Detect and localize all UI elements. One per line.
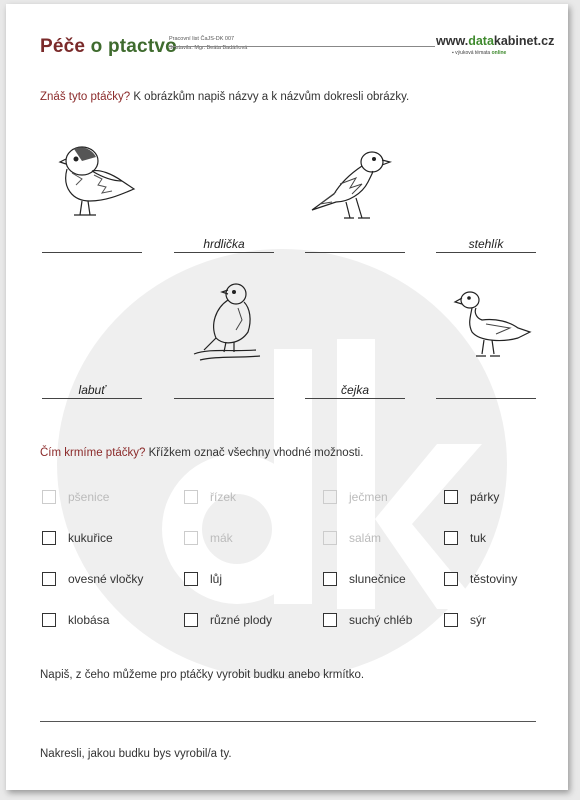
checkbox-box[interactable]	[444, 490, 458, 504]
brand-url[interactable]: www.datakabinet.cz	[436, 34, 555, 48]
option-label: salám	[349, 531, 382, 545]
option-checkbox[interactable]	[184, 531, 233, 545]
answer-line-1[interactable]	[42, 236, 142, 253]
worksheet-title: Péče o ptactvo	[40, 36, 177, 57]
header-rule	[169, 46, 435, 47]
checkbox-box[interactable]	[444, 531, 458, 545]
checkbox-box[interactable]	[42, 613, 56, 627]
option-label: řízek	[210, 490, 237, 504]
watermark-dk-logo	[42, 229, 522, 699]
option-label: kukuřice	[68, 531, 113, 545]
option-label: ovesné vločky	[68, 572, 144, 586]
option-checkbox[interactable]	[323, 531, 381, 545]
option-checkbox[interactable]	[323, 572, 406, 586]
task4-instruction: Nakresli, jakou budku bys vyrobil/a ty.	[40, 748, 232, 760]
checkbox-box[interactable]	[323, 531, 337, 545]
option-checkbox[interactable]	[444, 531, 486, 545]
option-checkbox[interactable]	[184, 490, 236, 504]
answer-line-2[interactable]: hrdlička	[174, 236, 274, 253]
task2-instruction: Čím krmíme ptáčky? Křížkem označ všechny vhodné možnosti.	[40, 447, 364, 459]
checkbox-box[interactable]	[42, 490, 56, 504]
checkbox-box[interactable]	[444, 613, 458, 627]
checkbox-box[interactable]	[42, 531, 56, 545]
task3-instruction: Napiš, z čeho můžeme pro ptáčky vyrobit budku anebo krmítko.	[40, 669, 365, 681]
checkbox-box[interactable]	[184, 531, 198, 545]
option-checkbox[interactable]	[444, 572, 517, 586]
checkbox-box[interactable]	[323, 613, 337, 627]
option-label: různé plody	[210, 613, 273, 627]
option-checkbox[interactable]	[42, 531, 113, 545]
checkbox-box[interactable]	[42, 572, 56, 586]
option-label: pšenice	[68, 490, 110, 504]
option-label: slunečnice	[349, 572, 406, 586]
answer-line-8[interactable]	[436, 382, 536, 399]
bird-sparrow-image	[306, 144, 396, 229]
checkbox-box[interactable]	[323, 490, 337, 504]
option-checkbox[interactable]	[184, 613, 272, 627]
checkbox-box[interactable]	[444, 572, 458, 586]
bird-robin-image	[186, 280, 276, 365]
answer-line-3[interactable]	[305, 236, 405, 253]
task1-instruction: Znáš tyto ptáčky? K obrázkům napiš názvy a k názvům dokresli obrázky.	[40, 91, 410, 103]
option-checkbox[interactable]	[184, 572, 222, 586]
option-checkbox[interactable]	[42, 613, 109, 627]
worksheet-meta: Pracovní list ČaJS-DK 007 Sestavila: Mgr. Beáta Badáňová	[169, 36, 248, 51]
option-label: ječmen	[349, 490, 388, 504]
answer-line-5[interactable]: labuť	[42, 382, 142, 399]
option-label: těstoviny	[470, 572, 518, 586]
option-label: sýr	[470, 613, 486, 627]
option-label: suchý chléb	[349, 613, 413, 627]
bird-tit-image	[52, 139, 142, 224]
option-label: párky	[470, 490, 500, 504]
checkbox-box[interactable]	[184, 490, 198, 504]
checkbox-box[interactable]	[323, 572, 337, 586]
option-label: tuk	[470, 531, 487, 545]
option-checkbox[interactable]	[42, 572, 143, 586]
bird-duck-image	[452, 284, 542, 369]
option-checkbox[interactable]	[444, 490, 499, 504]
option-checkbox[interactable]	[323, 490, 388, 504]
option-checkbox[interactable]	[42, 490, 109, 504]
checkbox-box[interactable]	[184, 572, 198, 586]
option-label: lůj	[210, 572, 223, 586]
brand-tagline: ▪ výuková témata online	[452, 50, 507, 56]
option-checkbox[interactable]	[323, 613, 412, 627]
checkbox-box[interactable]	[184, 613, 198, 627]
writing-line[interactable]	[40, 721, 536, 722]
answer-line-7[interactable]: čejka	[305, 382, 405, 399]
answer-line-4[interactable]: stehlík	[436, 236, 536, 253]
option-label: klobása	[68, 613, 110, 627]
worksheet-page	[6, 4, 568, 790]
answer-line-6[interactable]	[174, 382, 274, 399]
option-label: mák	[210, 531, 233, 545]
option-checkbox[interactable]	[444, 613, 486, 627]
